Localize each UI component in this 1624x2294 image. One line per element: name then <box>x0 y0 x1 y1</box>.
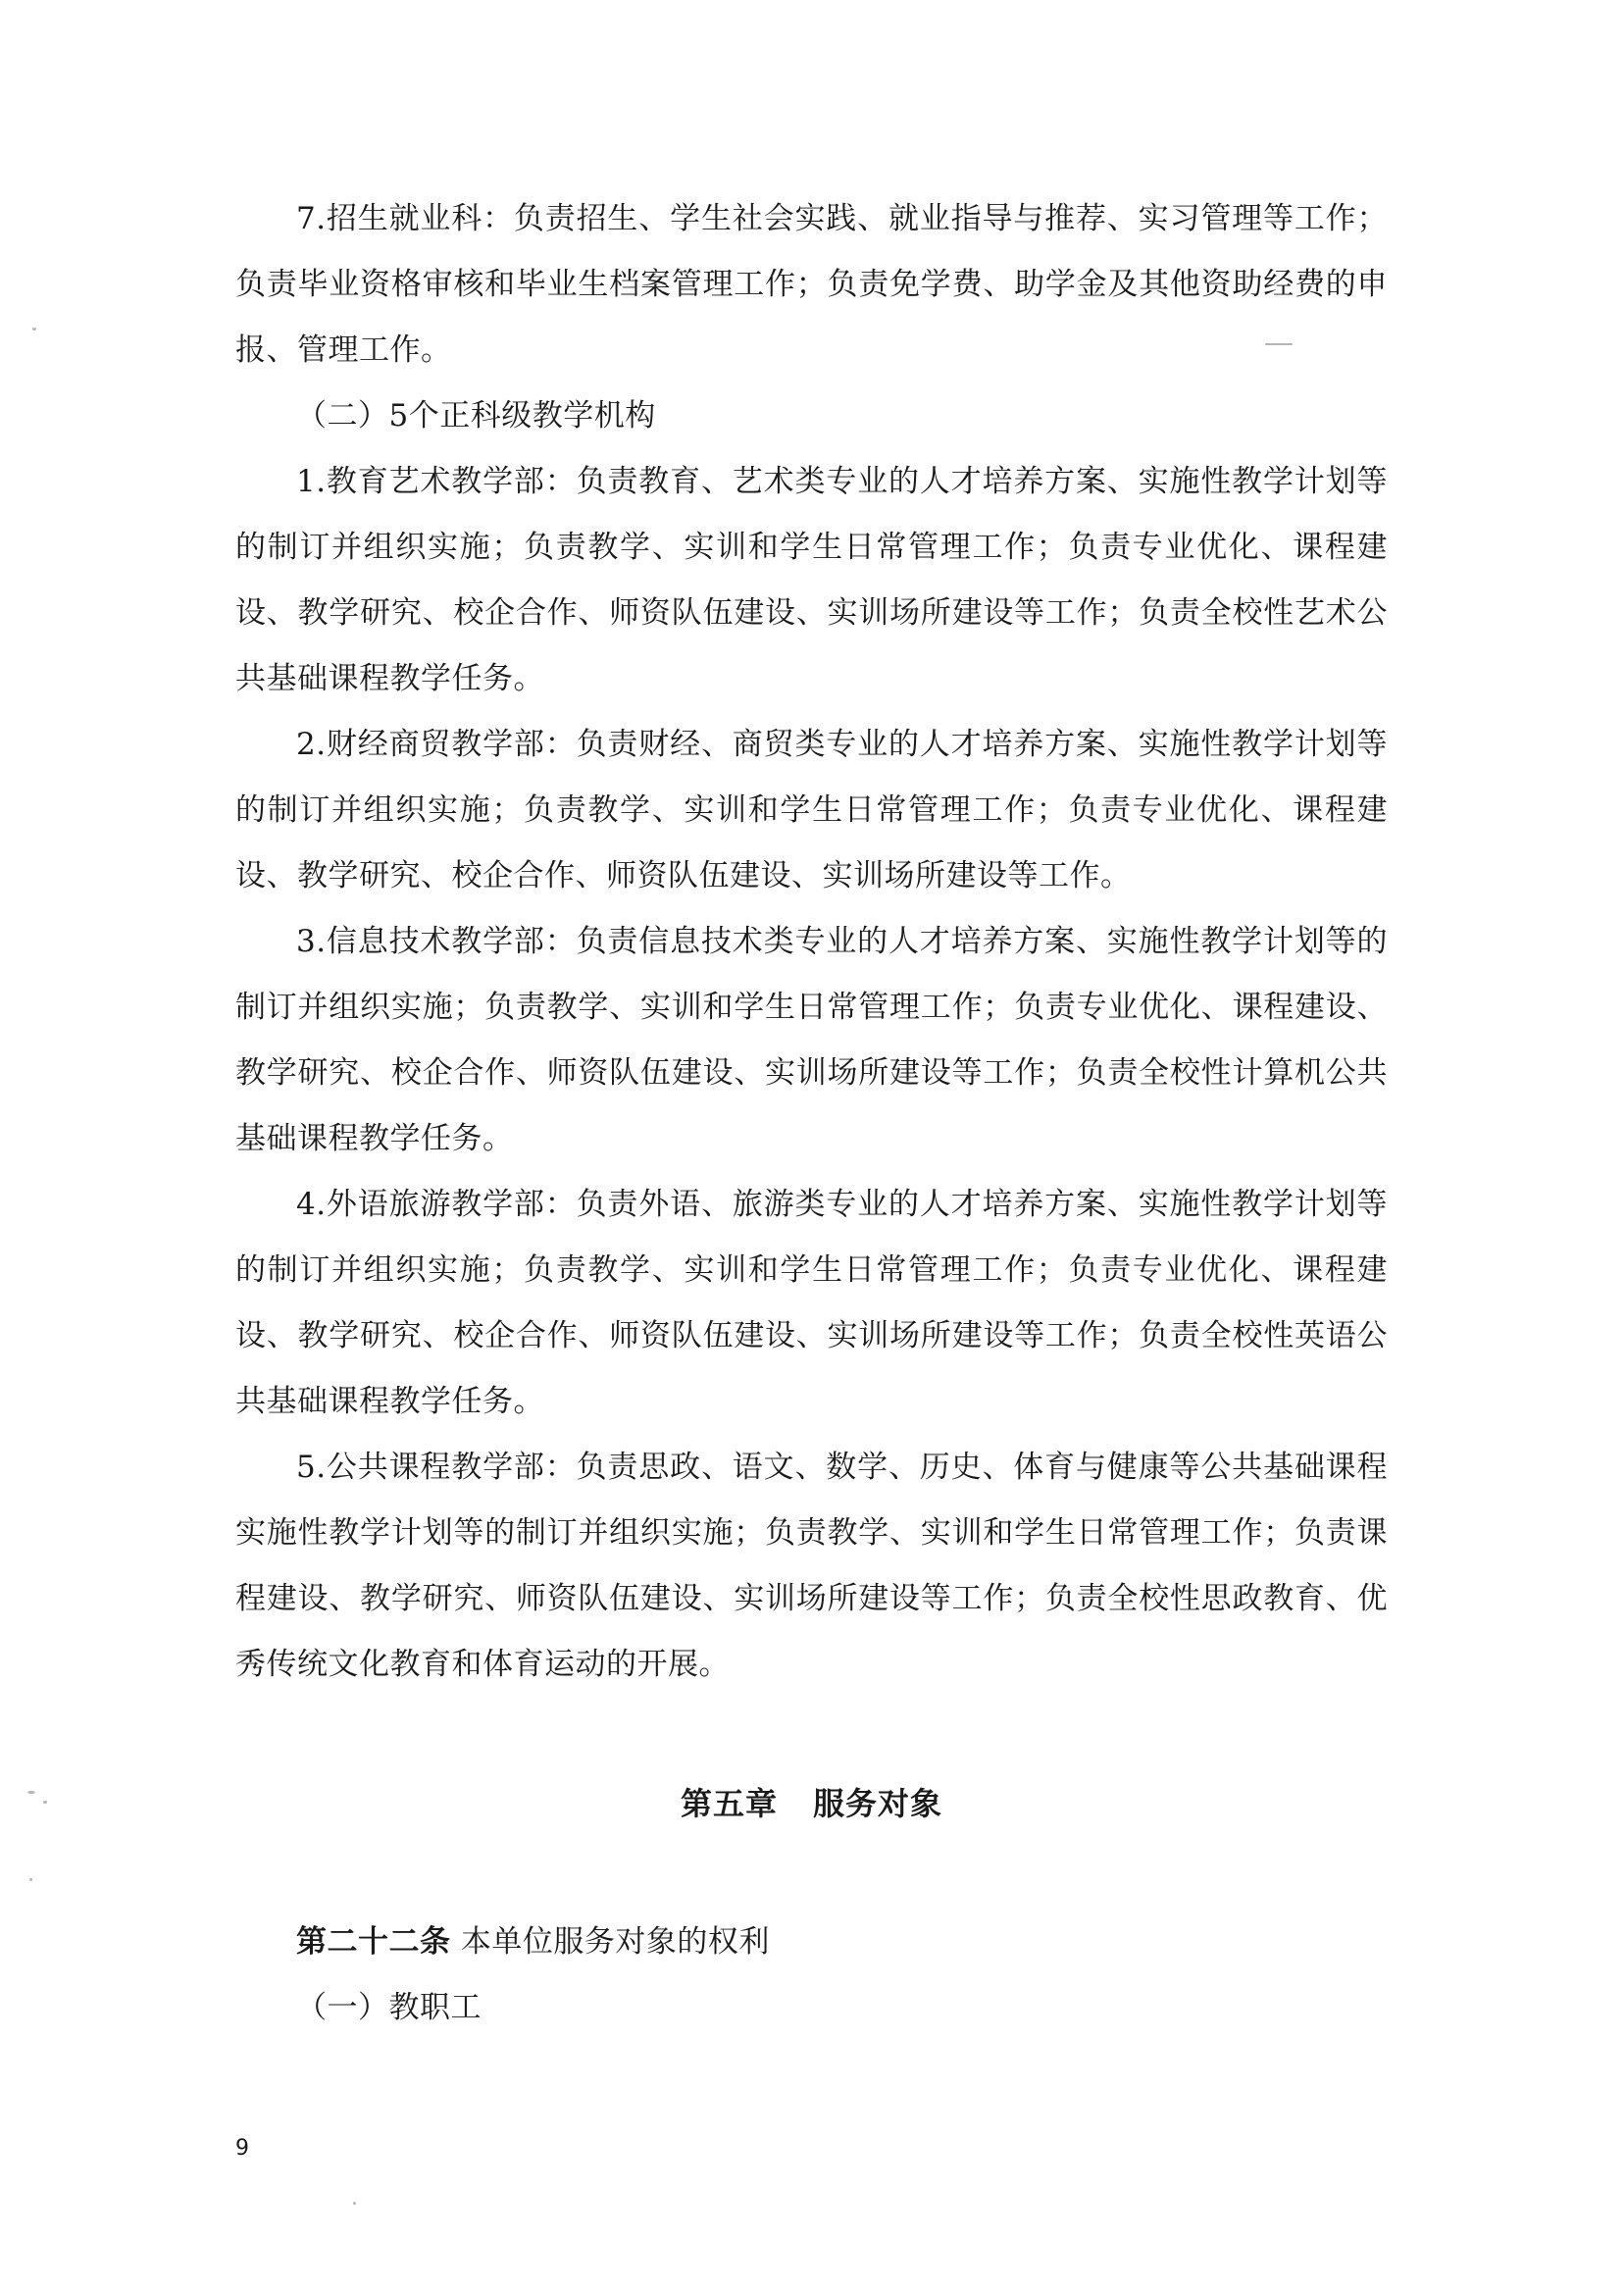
paragraph-admissions-employment: 7.招生就业科：负责招生、学生社会实践、就业指导与推荐、实习管理等工作；负责毕业资格审核和毕业生档案管理工作；负责免学费、助学金及其他资助经费的申报、管理工作。 <box>235 201 1388 368</box>
chapter-heading <box>235 1774 1388 1833</box>
article-title: 本单位服务对象的权利 <box>460 1924 770 1960</box>
paragraph-foreign-language-tourism-dept: 4.外语旅游教学部：负责外语、旅游类专业的人才培养方案、实施性教学计划等的制订并组织实施；负责教学、实训和学生日常管理工作；负责专业优化、课程建设、教学研究、校企合作、师资队伍建设、实训场所建设等工作；负责全校性英语公共基础课程教学任务。 <box>235 1187 1388 1419</box>
paragraph-education-arts-dept: 1.教育艺术教学部：负责教育、艺术类专业的人才培养方案、实施性教学计划等的制订并组织实施；负责教学、实训和学生日常管理工作；负责专业优化、课程建设、教学研究、校企合作、师资队伍建设、实训场所建设等工作；负责全校性艺术公共基础课程教学任务。 <box>235 464 1388 696</box>
page-content <box>235 186 1388 2041</box>
scan-speck <box>32 328 36 331</box>
scan-speck <box>353 2202 356 2205</box>
paragraph-public-courses-dept: 5.公共课程教学部：负责思政、语文、数学、历史、体育与健康等公共基础课程实施性教学计划等的制订并组织实施；负责教学、实训和学生日常管理工作；负责课程建设、教学研究、师资队伍建设、实训场所建设等工作；负责全校性思政教育、优秀传统文化教育和体育运动的开展。 <box>235 1450 1388 1682</box>
scan-speck <box>27 1791 35 1794</box>
article-number: 第二十二条 <box>296 1924 451 1960</box>
scan-speck <box>1265 343 1293 345</box>
article-heading <box>235 1910 1388 1975</box>
scan-speck <box>29 1878 32 1881</box>
scan-speck <box>43 1801 47 1804</box>
paragraph-finance-trade-dept: 2.财经商贸教学部：负责财经、商贸类专业的人才培养方案、实施性教学计划等的制订并组织实施；负责教学、实训和学生日常管理工作；负责专业优化、课程建设、教学研究、校企合作、师资队伍建设、实训场所建设等工作。 <box>235 727 1388 893</box>
paragraph-it-dept: 3.信息技术教学部：负责信息技术类专业的人才培养方案、实施性教学计划等的制订并组织实施；负责教学、实训和学生日常管理工作；负责专业优化、课程建设、教学研究、校企合作、师资队伍建设、实训场所建设等工作；负责全校性计算机公共基础课程教学任务。 <box>235 924 1388 1156</box>
page-number: 9 <box>235 2136 249 2161</box>
chapter-number: 第五章 <box>680 1785 778 1822</box>
chapter-title: 服务对象 <box>813 1785 943 1822</box>
section-heading-teaching-units: （二）5个正科级教学机构 <box>296 398 656 433</box>
subsection-staff: （一）教职工 <box>296 1990 482 2025</box>
